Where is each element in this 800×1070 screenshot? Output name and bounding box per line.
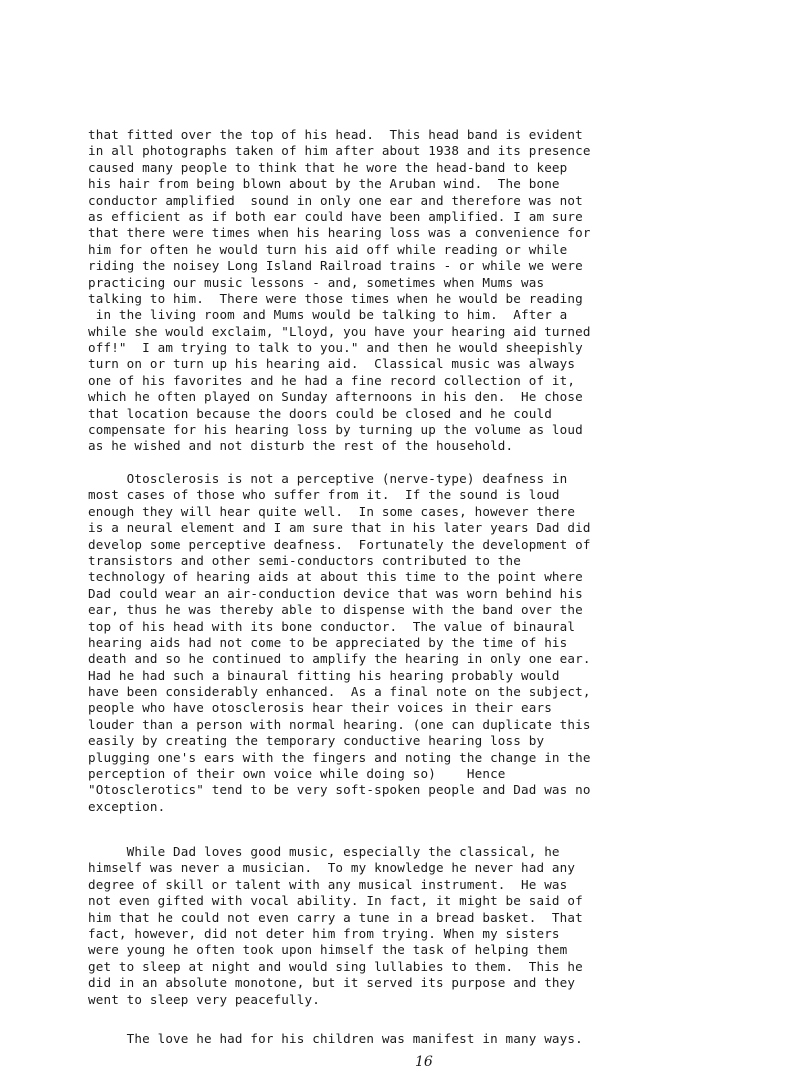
text-line: fact, however, did not deter him from trying. When my sisters [88,925,560,941]
text-line: turn on or turn up his hearing aid. Classical music was always [88,356,576,372]
text-line: while she would exclaim, "Lloyd, you have your hearing aid turned [88,323,591,339]
text-line: perception of their own voice while doing so) Hence [88,766,506,782]
text-line: conductor amplified sound in only one ear and therefore was not [88,192,583,208]
text-line: easily by creating the temporary conductive hearing loss by [88,733,545,749]
text-line: him that he could not even carry a tune in a bread basket. That [88,909,583,925]
text-line: death and so he continued to amplify the hearing in only one ear. [88,651,591,667]
text-line: is a neural element and I am sure that in his later years Dad did [88,520,591,536]
text-line: have been considerably enhanced. As a final note on the subject, [88,684,591,700]
text-line: hearing aids had not come to be appreciated by the time of his [88,634,568,650]
paragraph-love-children [88,1031,740,1047]
text-line: technology of hearing aids at about this time to the point where [88,569,583,585]
text-line: "Otosclerotics" tend to be very soft-spoken people and Dad was no [88,782,591,798]
text-line: ear, thus he was thereby able to dispense with the band over the [88,602,583,618]
text-line: as efficient as if both ear could have been amplified. I am sure [88,208,583,224]
text-line: enough they will hear quite well. In some cases, however there [88,503,576,519]
text-line: not even gifted with vocal ability. In fact, it might be said of [88,893,583,909]
text-line: that fitted over the top of his head. This head band is evident [88,127,583,142]
text-line: in the living room and Mums would be talking to him. After a [88,307,568,323]
text-line: develop some perceptive deafness. Fortunately the development of [88,536,591,552]
text-line: as he wished and not disturb the rest of the household. [88,438,514,454]
text-line: exception. [88,798,166,814]
text-line: in all photographs taken of him after about 1938 and its presence [88,143,591,159]
text-line: people who have otosclerosis hear their voices in their ears [88,700,552,716]
text-line: were young he often took upon himself the task of helping them [88,942,568,958]
text-line: The love he had for his children was manifest in many ways. [88,1031,583,1046]
text-line: plugging one's ears with the fingers and noting the change in the [88,749,591,765]
text-line: his hair from being blown about by the Aruban wind. The bone [88,176,560,192]
text-line: Had he had such a binaural fitting his hearing probably would [88,667,560,683]
text-line: compensate for his hearing loss by turning up the volume as loud [88,422,583,438]
text-line: off!" I am trying to talk to you." and then he would sheepishly [88,340,583,356]
text-line: did in an absolute monotone, but it served its purpose and they [88,975,576,991]
page-number: 16 [415,1054,433,1070]
text-line: get to sleep at night and would sing lullabies to them. This he [88,958,583,974]
text-line: Otosclerosis is not a perceptive (nerve-type) deafness in [88,471,568,486]
text-line: which he often played on Sunday afternoons in his den. He chose [88,389,583,405]
text-line: While Dad loves good music, especially the classical, he [88,844,560,859]
text-line: transistors and other semi-conductors contributed to the [88,552,521,568]
text-line: top of his head with its bone conductor. The value of binaural [88,618,576,634]
text-line: louder than a person with normal hearing. (one can duplicate this [88,716,591,732]
text-line: that there were times when his hearing loss was a convenience for [88,225,591,241]
text-line: caused many people to think that he wore the head-band to keep [88,159,568,175]
paragraph-otosclerosis [88,471,740,815]
text-line: degree of skill or talent with any musical instrument. He was [88,876,568,892]
text-line: Dad could wear an air-conduction device that was worn behind his [88,585,583,601]
text-line: himself was never a musician. To my knowledge he never had any [88,860,576,876]
text-line: riding the noisey Long Island Railroad trains - or while we were [88,258,583,274]
text-line: one of his favorites and he had a fine record collection of it, [88,372,576,388]
paragraph-music [88,844,740,1008]
text-line: that location because the doors could be closed and he could [88,405,552,421]
text-line: practicing our music lessons - and, sometimes when Mums was [88,274,545,290]
text-line: him for often he would turn his aid off while reading or while [88,241,568,257]
paragraph-hearing-aid [88,127,740,455]
text-line: went to sleep very peacefully. [88,991,320,1007]
text-line: talking to him. There were those times when he would be reading [88,290,583,306]
text-line: most cases of those who suffer from it. If the sound is loud [88,487,560,503]
